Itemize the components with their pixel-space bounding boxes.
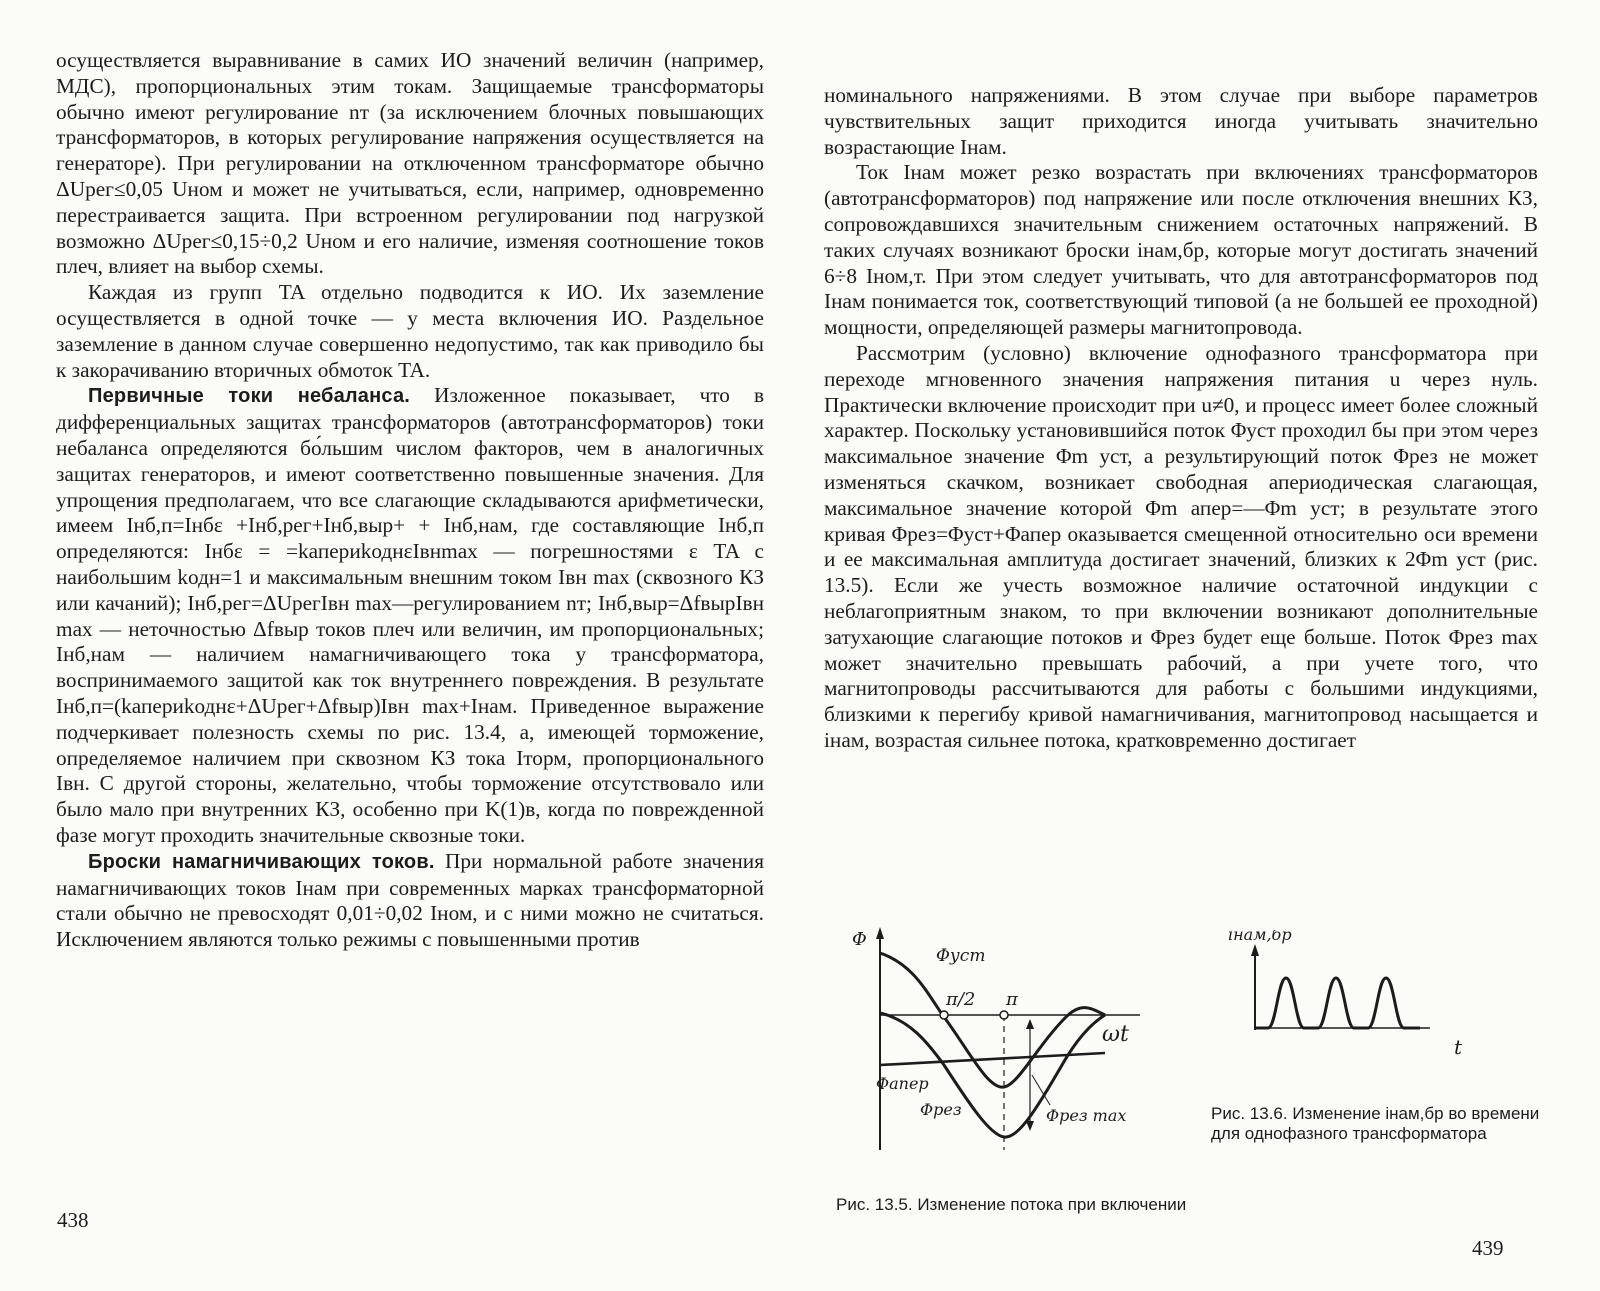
left-page (0, 0, 790, 1291)
label-omega-t: ωt (1102, 1022, 1129, 1047)
paragraph: номинального напряжениями. В этом случае при выборе параметров чувствительных защит приходится иногда учитывать значительно возрастающие Iнам. (824, 83, 1538, 159)
paragraph-body: При нормальной работе значения намагничивающих токов Iнам при современных марках трансформаторной стали обычно не превосходят 0,01÷0,02 Iном, и с ними можно не считаться. Исключением являются только режимы с повышенными против (56, 848, 764, 952)
section-heading: Первичные токи небаланса. (88, 385, 411, 408)
label-phi-rez-max: Φрез max (1046, 1106, 1127, 1125)
page-number: 439 (1472, 1236, 1504, 1260)
right-text-column (824, 83, 1538, 754)
right-page (810, 0, 1600, 1291)
figure-13-5-caption: Рис. 13.5. Изменение потока при включении (836, 1195, 1187, 1214)
figure-13-5 (840, 925, 1140, 1175)
label-pi-half: π/2 (946, 989, 976, 1010)
page-number: 438 (57, 1208, 89, 1232)
label-phi-rez: Φрез (920, 1100, 962, 1119)
axis-label-phi: Φ (852, 929, 867, 950)
label-phi-aper: Φапер (876, 1074, 929, 1093)
paragraph: Каждая из групп TA отдельно подводится к ИО. Их заземление осуществляется в одной точке — у места включения ИО. Раздельное заземление в данном случае совершенно недопустимо, так как приводило бы к закорачиванию вторичных обмоток TA. (56, 280, 764, 382)
label-phi-ust: Φуст (936, 946, 986, 966)
paragraph (56, 849, 764, 953)
paragraph: осуществляется выравнивание в самих ИО значений величин (например, МДС), пропорциональных этим токам. Защищаемые трансформаторы обычно имеют регулирование nт (за исключением блочных повышающих трансформаторов, в которых регулирование напряжения осуществляется на генераторе). При регулировании на отключенном трансформаторе обычно ΔUрег≤0,05 Uном и может не учитываться, если, например, одновременно перестраивается защита. При встроенном регулировании под нагрузкой возможно ΔUрег≤0,15÷0,2 Uном и его наличие, изменяя соотношение токов плеч, влияет на выбор схемы. (56, 48, 764, 279)
label-pi: π (1006, 989, 1018, 1010)
axis-label-t: t (1454, 1035, 1463, 1059)
axis-label-i-nam-br: iнам,бр (1228, 930, 1292, 944)
paragraph-body: Изложенное показывает, что в дифференциальных защитах трансформаторов (автотрансформаторов) токи небаланса определяются бо́льшим числом факторов, чем в аналогичных защитах генераторов, и имеют соответственно повышенные значения. Для упрощения предполагаем, что все слагающие складываются арифметически, имеем Iнб,п=Iнбε +Iнб,рег+Iнб,выр+ + Iнб,нам, где составляющие Iнб,п определяются: Iнбε = =kапериkоднεIвнmax — погрешностями ε TA с наибольшим kодн=1 и максимальным внешним током Iвн max (сквозного КЗ или качаний); Iнб,рег=ΔUрегIвн max—регулированием nт; Iнб,выр=ΔfвырIвн max — неточностью Δfвыр токов плеч или величин, им пропорциональных; Iнб,нам — наличием намагничивающего тока у трансформатора, воспринимаемого защитой как ток внутреннего повреждения. В результате Iнб,п=(kапериkоднε+ΔUрег+Δfвыр)Iвн max+Iнам. Приведенное выражение подчеркивает полезность схемы по рис. 13.4, a, имеющей торможение, определяемое наличием при сквозном КЗ тока Iторм, пропорционального Iвн. С другой стороны, желательно, чтобы торможение отсутствовало или было мало при внутренних КЗ, особенно при K(1)в, когда по поврежденной фазе могут проходить значительные сквозные токи. (56, 383, 764, 847)
left-text-column (56, 48, 764, 953)
figure-13-6 (1200, 930, 1490, 1100)
paragraph: Ток Iнам может резко возрастать при включениях трансформаторов (автотрансформаторов) под напряжение или после отключения внешних КЗ, сопровождавшихся значительным снижением остаточных напряжений. В таких случаях возникают броски iнам,бр, которые могут достигать значений 6÷8 Iном,т. При этом следует учитывать, что для автотрансформаторов под Iнам понимается ток, соответствующий типовой (а не большей ее проходной) мощности, определяющей размеры магнитопровода. (824, 160, 1538, 340)
figure-13-6-caption: Рис. 13.6. Изменение iнам,бр во времени для однофазного трансформатора (1211, 1104, 1540, 1143)
paragraph: Рассмотрим (условно) включение однофазного трансформатора при переходе мгновенного значения напряжения питания u через нуль. Практически включение происходит при u≠0, и процесс имеет более сложный характер. Поскольку установившийся поток Φуст проходил бы при этом через максимальное значение Φm уст, а результирующий поток Φрез не может изменяться скачком, возникает свободная апериодическая слагающая, максимальное значение которой Φm апер=—Φm уст; в результате этого кривая Φрез=Φуст+Φапер оказывается смещенной относительно оси времени и ее максимальная амплитуда достигает значений, близких к 2Φm уст (рис. 13.5). Если же учесть возможное наличие остаточной индукции с неблагоприятным знаком, то при включении возникают дополнительные затухающие слагающие потоков и Φрез будет еще больше. Поток Φрез max может значительно превышать рабочий, а при учете того, что магнитопроводы рассчитываются для работы с большими индукциями, близкими к перегибу кривой намагничивания, магнитопровод насыщается и iнам, возрастая сильнее потока, кратковременно достигает (824, 340, 1538, 752)
section-heading: Броски намагничивающих токов. (88, 850, 435, 873)
paragraph (56, 383, 764, 848)
